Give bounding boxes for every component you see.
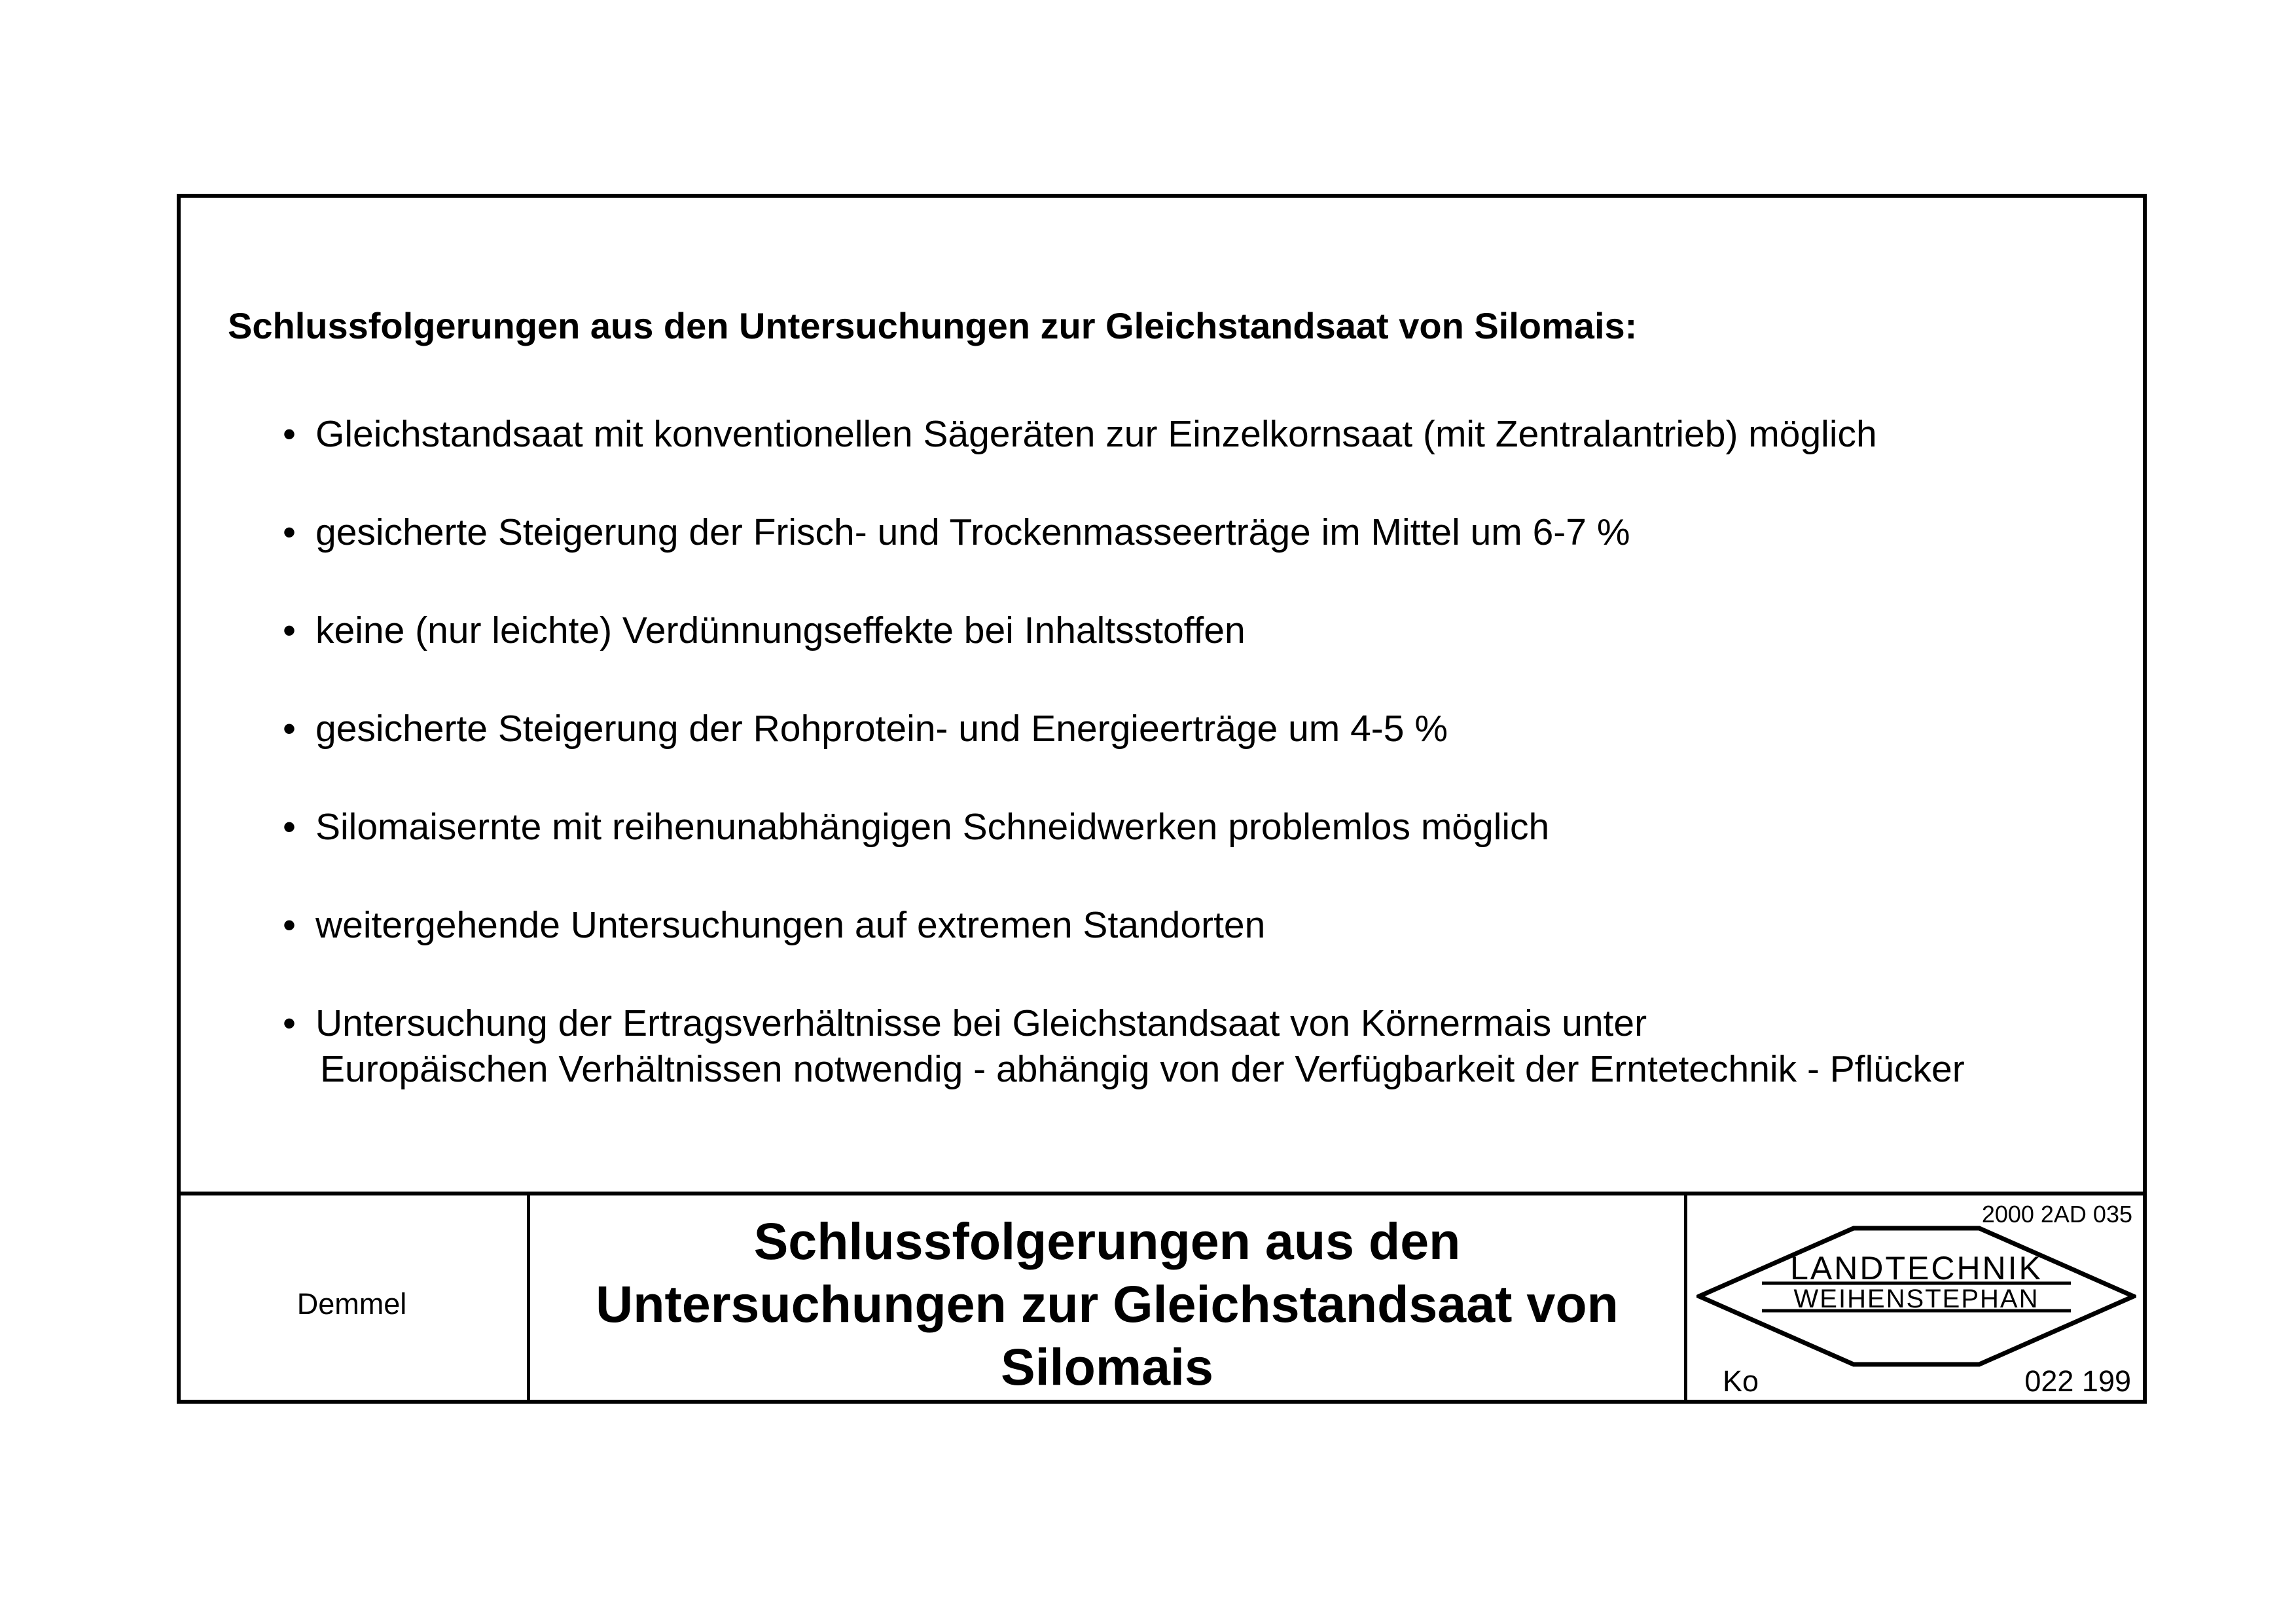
list-item-text: gesicherte Steigerung der Frisch- und Trockenmasseerträge im Mittel um 6-7 % xyxy=(315,511,1630,553)
document-title-line: Untersuchungen zur Gleichstandsaat von xyxy=(596,1275,1619,1333)
list-item xyxy=(283,804,1965,850)
list-item-text: Untersuchung der Ertragsverhältnisse bei Gleichstandsaat von Körnermais unter xyxy=(315,1002,1647,1044)
bullet-icon: • xyxy=(283,511,296,553)
logo-text-line1: LANDTECHNIK xyxy=(1790,1250,2043,1286)
title-block xyxy=(177,1192,2147,1404)
list-item-text: weitergehende Untersuchungen auf extremen Standorten xyxy=(315,904,1266,946)
bullet-icon: • xyxy=(283,904,296,946)
author-name: Demmel xyxy=(296,1287,407,1321)
list-item xyxy=(283,509,1965,555)
list-item xyxy=(283,706,1965,752)
ko-label: Ko xyxy=(1723,1364,1759,1398)
bullet-icon: • xyxy=(283,806,296,848)
conclusions-list xyxy=(283,411,1965,1144)
list-item-text: Gleichstandsaat mit konventionellen Sägeräten zur Einzelkornsaat (mit Zentralantrieb) möglich xyxy=(315,413,1877,455)
list-item-text: Silomaisernte mit reihenunabhängigen Schneidwerken problemlos möglich xyxy=(315,806,1550,848)
document-code: 2000 2AD 035 xyxy=(1981,1201,2132,1228)
list-item xyxy=(283,608,1965,653)
author-cell xyxy=(177,1195,530,1404)
list-item-text: gesicherte Steigerung der Rohprotein- und Energieerträge um 4-5 % xyxy=(315,708,1448,750)
landtechnik-logo xyxy=(1696,1224,2136,1368)
document-title-line: Schlussfolgerungen aus den xyxy=(753,1212,1461,1270)
bullet-icon: • xyxy=(283,708,296,750)
document-title-line: Silomais xyxy=(1001,1338,1213,1396)
list-item xyxy=(283,1000,1965,1092)
document-title xyxy=(530,1210,1684,1398)
bullet-icon: • xyxy=(283,413,296,455)
logo-text-line2: WEIHENSTEPHAN xyxy=(1793,1285,2039,1313)
list-item-text: keine (nur leichte) Verdünnungseffekte bei Inhaltsstoffen xyxy=(315,610,1246,651)
logo-cell xyxy=(1687,1195,2147,1404)
list-item-text-continuation: Europäischen Verhältnissen notwendig - abhängig von der Verfügbarkeit der Erntetechnik - Pflücker xyxy=(320,1048,1965,1090)
list-item xyxy=(283,411,1965,457)
bullet-icon: • xyxy=(283,1002,296,1044)
list-item xyxy=(283,902,1965,948)
title-cell xyxy=(530,1195,1687,1404)
slide-heading: Schlussfolgerungen aus den Untersuchungen zur Gleichstandsaat von Silomais: xyxy=(228,305,1638,346)
bullet-icon: • xyxy=(283,610,296,651)
slide-number: 022 199 xyxy=(2024,1364,2131,1398)
